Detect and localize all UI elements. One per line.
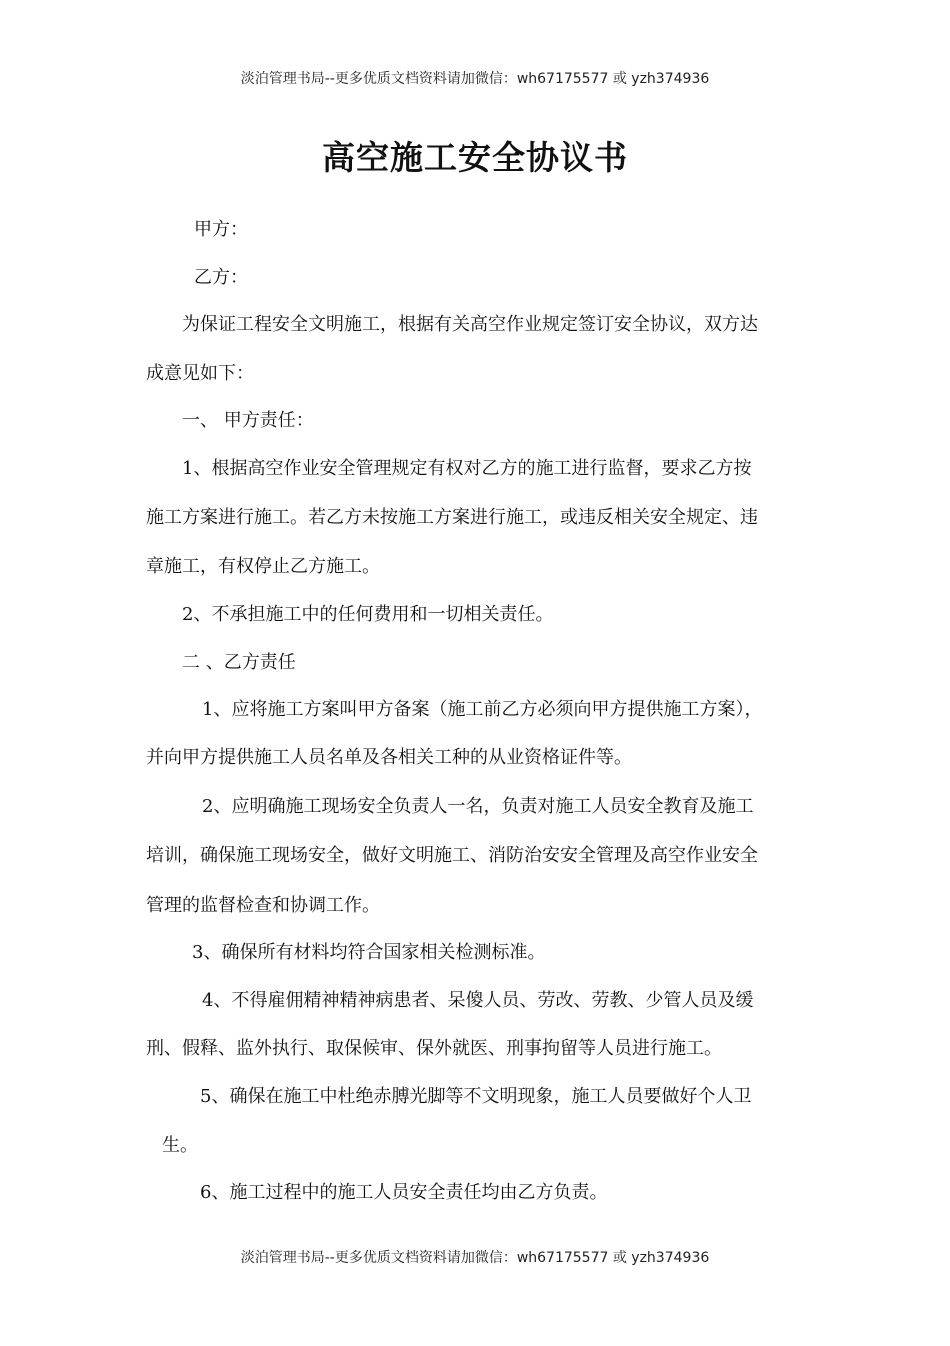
party-b-item-5-line-1: 5、确保在施工中杜绝赤膊光脚等不文明现象，施工人员要做好个人卫 [200,1086,752,1107]
party-b-item-2-line-2: 培训，确保施工现场安全，做好文明施工、消防治安安全管理及高空作业安全 [146,845,758,866]
party-a-item-1-line-1: 1、根据高空作业安全管理规定有权对乙方的施工进行监督，要求乙方按 [182,458,752,479]
party-b-line: 乙方： [194,267,248,288]
party-a-line: 甲方： [194,219,248,240]
party-a-item-2: 2、不承担施工中的任何费用和一切相关责任。 [182,604,554,625]
intro-line-2: 成意见如下： [146,363,254,384]
party-a-item-1-line-3: 章施工，有权停止乙方施工。 [146,556,380,577]
party-b-item-6: 6、施工过程中的施工人员安全责任均由乙方负责。 [200,1182,608,1203]
party-b-item-2-line-3: 管理的监督检查和协调工作。 [146,895,380,916]
party-b-item-4-line-2: 刑、假释、监外执行、取保候审、保外就医、刑事拘留等人员进行施工。 [146,1038,722,1059]
document-title: 高空施工安全协议书 [322,138,628,177]
page-header-note: 淡泊管理书局--更多优质文档资料请加微信：wh67175577 或 yzh374936 [240,71,710,87]
party-b-item-3: 3、确保所有材料均符合国家相关检测标准。 [192,942,546,963]
party-b-item-2-line-1: 2、应明确施工现场安全负责人一名，负责对施工人员安全教育及施工 [202,796,754,817]
page-footer-note: 淡泊管理书局--更多优质文档资料请加微信：wh67175577 或 yzh374936 [240,1250,710,1266]
intro-line-1: 为保证工程安全文明施工，根据有关高空作业规定签订安全协议，双方达 [182,314,758,335]
section-heading-party-a: 一、 甲方责任： [182,410,314,431]
party-b-item-5-line-2: 生。 [162,1135,198,1156]
party-b-item-1-line-2: 并向甲方提供施工人员名单及各相关工种的从业资格证件等。 [146,747,632,768]
party-a-item-1-line-2: 施工方案进行施工。若乙方未按施工方案进行施工，或违反相关安全规定、违 [146,507,758,528]
section-heading-party-b: 二 、乙方责任 [182,652,296,673]
party-b-item-4-line-1: 4、不得雇佣精神精神病患者、呆傻人员、劳改、劳教、少管人员及缓 [202,990,754,1011]
party-b-item-1-line-1: 1、应将施工方案叫甲方备案（施工前乙方必须向甲方提供施工方案）， [202,699,763,720]
